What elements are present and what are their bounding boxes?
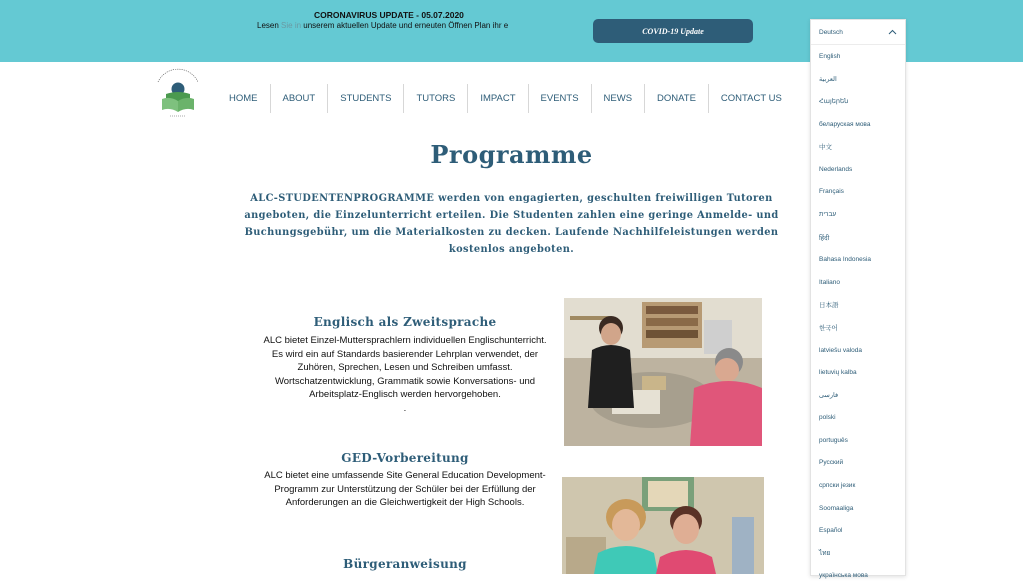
language-option-persian[interactable]: فارسی bbox=[819, 392, 839, 400]
students-photo bbox=[562, 477, 764, 574]
covid-update-button[interactable]: COVID-19 Update bbox=[593, 19, 753, 43]
language-option-thai[interactable]: ไทย bbox=[819, 550, 831, 558]
page-title: Programme bbox=[430, 140, 593, 169]
nav-impact[interactable]: IMPACT bbox=[467, 84, 527, 113]
language-option-dutch[interactable]: Nederlands bbox=[819, 165, 853, 173]
language-option-latvian[interactable]: latviešu valoda bbox=[819, 346, 862, 354]
section-body-esl-trailing: . bbox=[403, 402, 407, 414]
banner-text bbox=[257, 21, 508, 30]
language-dropdown[interactable] bbox=[810, 19, 906, 580]
language-option-portuguese[interactable]: português bbox=[819, 436, 848, 444]
nav-events[interactable]: EVENTS bbox=[528, 84, 591, 113]
chevron-up-icon[interactable] bbox=[888, 29, 897, 35]
language-option-japanese[interactable]: 日本語 bbox=[819, 302, 839, 310]
site-logo[interactable] bbox=[148, 66, 208, 124]
language-option-indonesian[interactable]: Bahasa Indonesia bbox=[819, 256, 872, 264]
language-selected: Deutsch bbox=[819, 28, 843, 36]
nav-contact-us[interactable]: CONTACT US bbox=[708, 84, 794, 113]
section-body-esl bbox=[262, 334, 548, 415]
intro-paragraph: ALC-STUDENTENPROGRAMME werden von engagierten, geschulten freiwilligen Tutoren angeboten, die Einzelunterricht erteilen. Die Studenten zahlen eine geringe Anmelde- und Buchungsgebühr, um die Materialkosten zu decken. Laufende Nachhilfeleistungen werden kostenlos angeboten. bbox=[244, 193, 779, 255]
section-title-ged: GED-Vorbereitung bbox=[341, 451, 469, 465]
nav-home[interactable]: HOME bbox=[229, 93, 258, 104]
nav-about[interactable]: ABOUT bbox=[270, 84, 328, 113]
banner-text-post: unserem aktuellen Update und erneuten Öffnen Plan ihr e bbox=[301, 21, 509, 30]
section-title-citizenship: Bürgeranweisung bbox=[343, 557, 467, 571]
nav-donate[interactable]: DONATE bbox=[644, 84, 708, 113]
language-option-arabic[interactable]: العربية bbox=[819, 75, 837, 83]
language-option-english[interactable]: English bbox=[819, 52, 841, 60]
section-title-esl: Englisch als Zweitsprache bbox=[313, 315, 497, 329]
language-option-hebrew[interactable]: עברית bbox=[819, 210, 837, 218]
main-nav bbox=[219, 84, 794, 113]
language-option-italian[interactable]: Italiano bbox=[819, 278, 840, 286]
language-dropdown-header[interactable] bbox=[811, 20, 905, 45]
language-option-somali[interactable]: Soomaaliga bbox=[819, 504, 854, 512]
nav-tutors[interactable]: TUTORS bbox=[403, 84, 467, 113]
language-option-spanish[interactable]: Español bbox=[819, 527, 843, 535]
tutoring-photo bbox=[564, 298, 762, 446]
language-option-serbian[interactable]: српски језик bbox=[819, 482, 856, 490]
language-option-korean[interactable]: 한국어 bbox=[819, 324, 838, 332]
nav-students[interactable]: STUDENTS bbox=[327, 84, 403, 113]
banner-text-link[interactable]: Sie in bbox=[281, 21, 302, 30]
nav-news[interactable]: NEWS bbox=[591, 84, 645, 113]
adult-literacy-center-logo-icon bbox=[148, 66, 208, 124]
language-option-polish[interactable]: polski bbox=[819, 414, 836, 422]
banner-title: CORONAVIRUS UPDATE - 05.07.2020 bbox=[314, 10, 464, 20]
language-option-belarusian[interactable]: беларуская мова bbox=[819, 120, 871, 128]
language-option-chinese[interactable]: 中文 bbox=[819, 144, 832, 152]
language-option-french[interactable]: Français bbox=[819, 188, 844, 196]
section-body-esl-text: ALC bietet Einzel-Muttersprachlern individuellen Englischunterricht. Es wird ein auf Standards basierender Lehrplan verwendet, der Zuhören, Sprechen, Lesen und Schreiben umfasst. Wortschatzentwicklung, Grammatik sowie Konversations- und Arbeitsplatz-Englisch werden hervorgehoben. bbox=[263, 335, 547, 400]
language-option-russian[interactable]: Русский bbox=[819, 459, 844, 467]
language-option-ukrainian[interactable]: українська мова bbox=[819, 572, 868, 580]
banner-text-pre: Lesen bbox=[257, 21, 282, 30]
language-option-lithuanian[interactable]: lietuvių kalba bbox=[819, 369, 857, 377]
section-body-ged: ALC bietet eine umfassende Site General Education Development-Programm zur Unterstützung der Schüler bei der Erfüllung der Anforderungen an die Gleichwertigkeit der High Schools. bbox=[264, 470, 546, 508]
language-option-armenian[interactable]: Հայերեն bbox=[819, 98, 849, 106]
language-option-hindi[interactable]: हिंदी bbox=[819, 234, 830, 242]
